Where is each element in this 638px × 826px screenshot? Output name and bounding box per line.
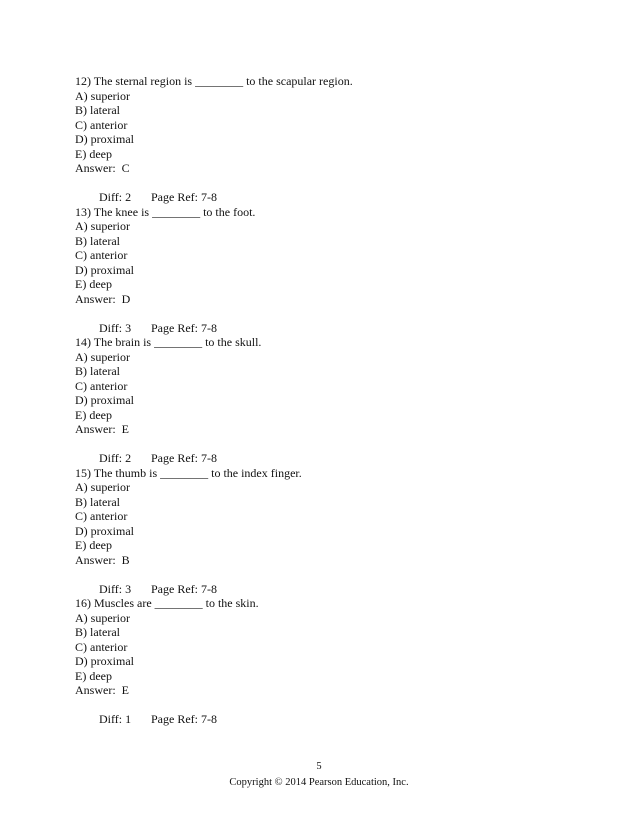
answer-line: Answer: E [75, 422, 129, 436]
diff-line [75, 437, 575, 465]
option-d: D) proximal [75, 262, 134, 277]
question-stem: 16) Muscles are ________ to the skin. [75, 596, 259, 610]
question-stem: 15) The thumb is ________ to the index finger. [75, 465, 302, 480]
option-b: B) lateral [75, 103, 120, 117]
option-d: D) proximal [75, 654, 134, 668]
page-reference: Page Ref: 7-8 [151, 190, 217, 204]
difficulty: Diff: 3 [99, 581, 132, 596]
diff-line [75, 176, 575, 204]
page-reference: Page Ref: 7-8 [151, 581, 217, 596]
option-e: E) deep [75, 407, 112, 422]
difficulty: Diff: 3 [99, 320, 132, 335]
option-c: C) anterior [75, 378, 128, 393]
question-16 [75, 596, 575, 726]
option-b: B) lateral [75, 625, 120, 639]
answer-line: Answer: C [75, 161, 130, 175]
answer-line: Answer: D [75, 291, 131, 306]
option-e: E) deep [75, 538, 112, 552]
diff-line [75, 567, 575, 596]
option-c: C) anterior [75, 248, 128, 262]
question-stem: 13) The knee is ________ to the foot. [75, 204, 256, 219]
question-list [75, 74, 575, 727]
question-12 [75, 74, 575, 204]
option-d: D) proximal [75, 523, 134, 538]
difficulty: Diff: 2 [99, 190, 132, 204]
option-a: A) superior [75, 349, 130, 364]
diff-line [75, 306, 575, 335]
page-number: 5 [316, 761, 322, 772]
copyright-notice: Copyright © 2014 Pearson Education, Inc. [229, 777, 409, 788]
option-e: E) deep [75, 277, 112, 291]
option-c: C) anterior [75, 509, 128, 523]
question-13 [75, 204, 575, 335]
question-stem: 12) The sternal region is ________ to the scapular region. [75, 74, 353, 88]
option-a: A) superior [75, 610, 130, 625]
answer-line: Answer: B [75, 552, 130, 567]
option-c: C) anterior [75, 117, 128, 132]
question-stem: 14) The brain is ________ to the skull. [75, 335, 262, 349]
option-a: A) superior [75, 480, 130, 494]
page-reference: Page Ref: 7-8 [151, 320, 217, 335]
option-e: E) deep [75, 668, 112, 683]
page-reference: Page Ref: 7-8 [151, 712, 217, 726]
option-b: B) lateral [75, 494, 120, 509]
option-d: D) proximal [75, 132, 134, 146]
page-reference: Page Ref: 7-8 [151, 451, 217, 465]
diff-line [75, 698, 575, 726]
option-b: B) lateral [75, 364, 120, 378]
option-d: D) proximal [75, 393, 134, 407]
option-c: C) anterior [75, 639, 128, 654]
question-14 [75, 335, 575, 465]
option-a: A) superior [75, 88, 130, 103]
difficulty: Diff: 2 [99, 451, 132, 465]
option-a: A) superior [75, 219, 130, 233]
option-b: B) lateral [75, 233, 120, 248]
difficulty: Diff: 1 [99, 712, 132, 726]
question-15 [75, 465, 575, 596]
option-e: E) deep [75, 146, 112, 161]
answer-line: Answer: E [75, 683, 129, 697]
